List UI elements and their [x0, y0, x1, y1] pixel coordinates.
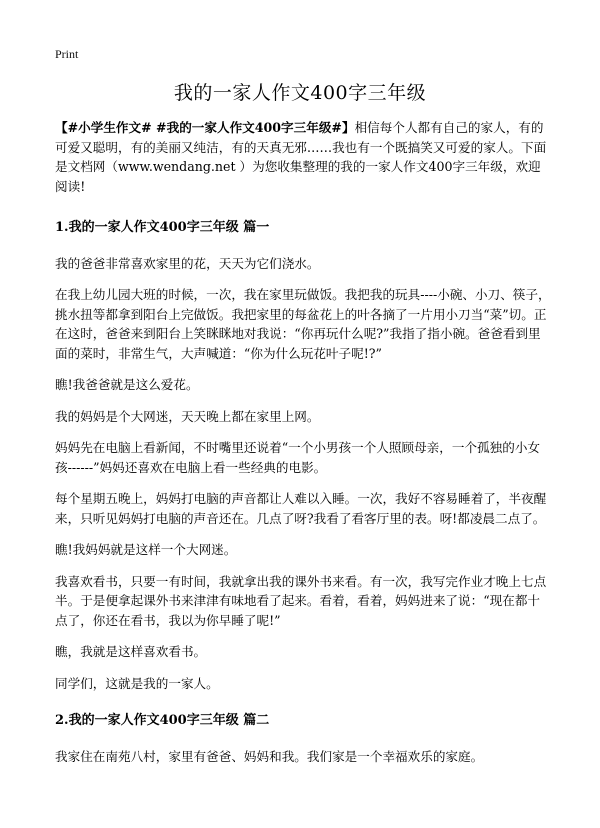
paragraph: 我的妈妈是个大网迷，天天晚上都在家里上网。: [55, 408, 320, 424]
paragraph: 同学们，这就是我的一家人。: [55, 675, 219, 691]
paragraph: 每个星期五晚上，妈妈打电脑的声音都让人难以入睡。一次，我好不容易睡着了，半夜醒来，只听见妈妈打电脑的声音还在。几点了呀?我看了看客厅里的表。呀!都凌晨二点了。: [55, 491, 547, 526]
section-heading-1: 1.我的一家人作文400字三年级 篇一: [55, 220, 270, 235]
intro-tags: 【#小学生作文# #我的一家人作文400字三年级#】: [55, 120, 355, 135]
paragraph: 我家住在南苑八村，家里有爸爸、妈妈和我。我们家是一个幸福欢乐的家庭。: [55, 748, 484, 764]
print-link[interactable]: Print: [55, 47, 79, 61]
page-title: 我的一家人作文400字三年级: [173, 82, 427, 104]
paragraph: 在我上幼儿园大班的时候，一次，我在家里玩做饭。我把我的玩具----小碗、小刀、筷子，挑水扭等都拿到阳台上完做饭。我把家里的每盆花上的叶各摘了一片用小刀当“菜”切。正在这时，爸爸来到阳台上笑眯眯地对我说：“你再玩什么呢?”我指了指小碗。爸爸看到里面的菜时，非常生气，大声喊道：“你为什么玩花叶子呢!?”: [55, 287, 551, 361]
paragraph: 妈妈先在电脑上看新闻，不时嘴里还说着“一个小男孩一个人照顾母亲，一个孤独的小女孩------”妈妈还喜欢在电脑上看一些经典的电影。: [55, 440, 541, 475]
section-heading-2: 2.我的一家人作文400字三年级 篇二: [55, 713, 270, 728]
article-body: [55, 118, 551, 778]
paragraph: 瞧!我妈妈就是这样一个大网迷。: [55, 542, 237, 557]
intro-text: 相信每个人都有自己的家人，有的可爱又聪明，有的美丽又纯洁，有的天真无邪……我也有一个既搞笑又可爱的家人。下面是文档网（www.wendang.net ）为您收集整理的我的一家人作文400字三年级，欢迎阅读!: [55, 120, 547, 194]
paragraph: 我喜欢看书，只要一有时间，我就拿出我的课外书来看。有一次，我写完作业才晚上七点半。于是便拿起课外书来津津有味地看了起来。看着，看着，妈妈进来了说：“现在都十点了，你还在看书，我以为你早睡了呢!”: [55, 573, 547, 628]
intro-paragraph: [55, 118, 551, 196]
paragraph: 我的爸爸非常喜欢家里的花，天天为它们浇水。: [55, 255, 320, 271]
paragraph: 瞧!我爸爸就是这么爱花。: [55, 377, 199, 392]
paragraph: 瞧，我就是这样喜欢看书。: [55, 644, 207, 659]
